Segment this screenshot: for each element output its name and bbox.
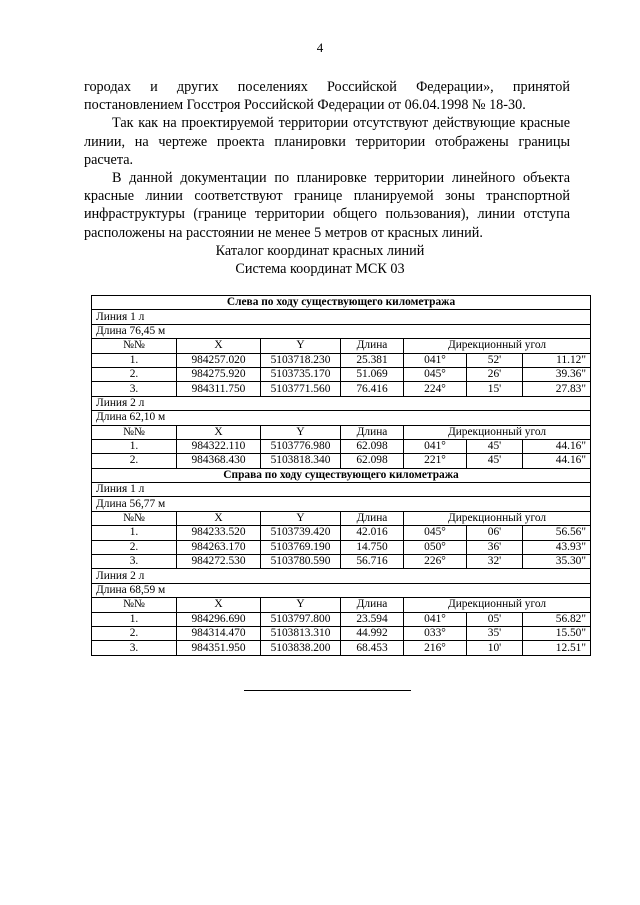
table-cell: 224° (404, 382, 467, 396)
table-cell: 033° (404, 626, 467, 640)
line-name-row (92, 396, 591, 410)
line-name-row (92, 569, 591, 583)
table-cell: 36' (467, 540, 523, 554)
line-length-row (92, 497, 591, 511)
table-row (92, 626, 591, 640)
table-cell: 23.594 (341, 612, 404, 626)
table-cell: 216° (404, 641, 467, 655)
header-x: X (177, 598, 261, 612)
table-cell: 041° (404, 612, 467, 626)
table-cell: 984233.520 (177, 526, 261, 540)
table-cell: 5103735.170 (261, 367, 341, 381)
table-cell: 3. (92, 641, 177, 655)
section-header-row (92, 296, 591, 310)
table-cell: 26' (467, 367, 523, 381)
table-cell: 62.098 (341, 439, 404, 453)
table-cell: 3. (92, 555, 177, 569)
table-cell: 35.30" (523, 555, 591, 569)
line-length: Длина 62,10 м (92, 411, 591, 425)
table-cell: 05' (467, 612, 523, 626)
table-cell: 27.83" (523, 382, 591, 396)
table-cell: 15' (467, 382, 523, 396)
table-cell: 51.069 (341, 367, 404, 381)
catalog-title: Каталог координат красных линий (215, 243, 425, 259)
table-cell: 5103769.190 (261, 540, 341, 554)
section-title: Слева по ходу существующего километража (92, 296, 591, 310)
table-cell: 44.992 (341, 626, 404, 640)
table-cell: 11.12" (523, 353, 591, 367)
table-cell: 2. (92, 367, 177, 381)
table-cell: 62.098 (341, 454, 404, 468)
table-cell: 1. (92, 526, 177, 540)
table-cell: 32' (467, 555, 523, 569)
table-cell: 984322.110 (177, 439, 261, 453)
line-name: Линия 1 л (92, 483, 591, 497)
table-cell: 984257.020 (177, 353, 261, 367)
table-cell: 1. (92, 612, 177, 626)
line-length-row (92, 324, 591, 338)
table-row (92, 353, 591, 367)
table-cell: 1. (92, 439, 177, 453)
table-cell: 984368.430 (177, 454, 261, 468)
table-cell: 045° (404, 526, 467, 540)
table-cell: 984351.950 (177, 641, 261, 655)
header-length: Длина (341, 511, 404, 525)
table-cell: 56.82" (523, 612, 591, 626)
line-length: Длина 56,77 м (92, 497, 591, 511)
table-cell: 52' (467, 353, 523, 367)
table-cell: 041° (404, 439, 467, 453)
table-cell: 06' (467, 526, 523, 540)
table-cell: 045° (404, 367, 467, 381)
table-cell: 5103739.420 (261, 526, 341, 540)
line-length: Длина 76,45 м (92, 324, 591, 338)
table-row (92, 382, 591, 396)
table-cell: 5103818.340 (261, 454, 341, 468)
divider (244, 690, 411, 691)
table-cell: 14.750 (341, 540, 404, 554)
paragraph: городах и других поселениях Российской Федерации», принятой постановлением Госстроя Российской Федерации от 06.04.1998 № 18-30. (84, 79, 570, 114)
column-header-row (92, 339, 591, 353)
table-cell: 56.716 (341, 555, 404, 569)
paragraph: Так как на проектируемой территории отсутствуют действующие красные линии, на чертеже проекта планировки территории отображены границы расчета. (84, 115, 570, 168)
line-length-row (92, 411, 591, 425)
table-cell: 5103718.230 (261, 353, 341, 367)
section-title: Справа по ходу существующего километража (92, 468, 591, 482)
table-cell: 2. (92, 540, 177, 554)
table-cell: 984314.470 (177, 626, 261, 640)
table-cell: 12.51" (523, 641, 591, 655)
table-row (92, 454, 591, 468)
line-name: Линия 2 л (92, 569, 591, 583)
table-cell: 68.453 (341, 641, 404, 655)
table-cell: 5103813.310 (261, 626, 341, 640)
table-row (92, 540, 591, 554)
line-length-row (92, 583, 591, 597)
header-x: X (177, 511, 261, 525)
header-num: №№ (92, 511, 177, 525)
table-cell: 44.16" (523, 439, 591, 453)
table-cell: 1. (92, 353, 177, 367)
table-cell: 42.016 (341, 526, 404, 540)
header-x: X (177, 339, 261, 353)
table-cell: 5103771.560 (261, 382, 341, 396)
body-text (84, 78, 570, 242)
header-num: №№ (92, 598, 177, 612)
header-x: X (177, 425, 261, 439)
table-row (92, 526, 591, 540)
header-angle: Дирекционный угол (404, 511, 591, 525)
table-row (92, 367, 591, 381)
header-length: Длина (341, 598, 404, 612)
table-cell: 5103780.590 (261, 555, 341, 569)
line-name-row (92, 310, 591, 324)
table-cell: 984275.920 (177, 367, 261, 381)
table-row (92, 612, 591, 626)
table-cell: 76.416 (341, 382, 404, 396)
header-y: Y (261, 425, 341, 439)
header-y: Y (261, 339, 341, 353)
table-cell: 984263.170 (177, 540, 261, 554)
header-angle: Дирекционный угол (404, 425, 591, 439)
header-y: Y (261, 598, 341, 612)
table-row (92, 439, 591, 453)
table-cell: 35' (467, 626, 523, 640)
table-cell: 56.56" (523, 526, 591, 540)
header-num: №№ (92, 425, 177, 439)
header-length: Длина (341, 425, 404, 439)
line-name: Линия 2 л (92, 396, 591, 410)
header-length: Длина (341, 339, 404, 353)
page-number: 4 (316, 40, 324, 55)
table-cell: 050° (404, 540, 467, 554)
table-cell: 2. (92, 454, 177, 468)
header-num: №№ (92, 339, 177, 353)
section-header-row (92, 468, 591, 482)
table-cell: 10' (467, 641, 523, 655)
table-cell: 2. (92, 626, 177, 640)
line-name: Линия 1 л (92, 310, 591, 324)
table-cell: 5103797.800 (261, 612, 341, 626)
table-cell: 221° (404, 454, 467, 468)
header-y: Y (261, 511, 341, 525)
line-name-row (92, 483, 591, 497)
table-cell: 984296.690 (177, 612, 261, 626)
table-cell: 39.36" (523, 367, 591, 381)
table-cell: 984272.530 (177, 555, 261, 569)
coordinate-system-title: Система координат МСК 03 (235, 261, 405, 277)
column-header-row (92, 511, 591, 525)
coordinates-table (91, 295, 591, 656)
table-cell: 5103838.200 (261, 641, 341, 655)
table-cell: 44.16" (523, 454, 591, 468)
header-angle: Дирекционный угол (404, 598, 591, 612)
table-row (92, 641, 591, 655)
table-cell: 5103776.980 (261, 439, 341, 453)
line-length: Длина 68,59 м (92, 583, 591, 597)
column-header-row (92, 598, 591, 612)
table-cell: 43.93" (523, 540, 591, 554)
table-cell: 15.50" (523, 626, 591, 640)
table-cell: 45' (467, 439, 523, 453)
table-cell: 3. (92, 382, 177, 396)
table-cell: 984311.750 (177, 382, 261, 396)
table-cell: 226° (404, 555, 467, 569)
header-angle: Дирекционный угол (404, 339, 591, 353)
table-cell: 041° (404, 353, 467, 367)
paragraph: В данной документации по планировке территории линейного объекта красные линии соответствуют границе планируемой зоны транспортной инфраструктуры (границе территории общего пользования), линии отступа расположены на расстоянии не менее 5 метров от красных линий. (84, 170, 570, 241)
table-cell: 45' (467, 454, 523, 468)
table-row (92, 555, 591, 569)
table-cell: 25.381 (341, 353, 404, 367)
column-header-row (92, 425, 591, 439)
